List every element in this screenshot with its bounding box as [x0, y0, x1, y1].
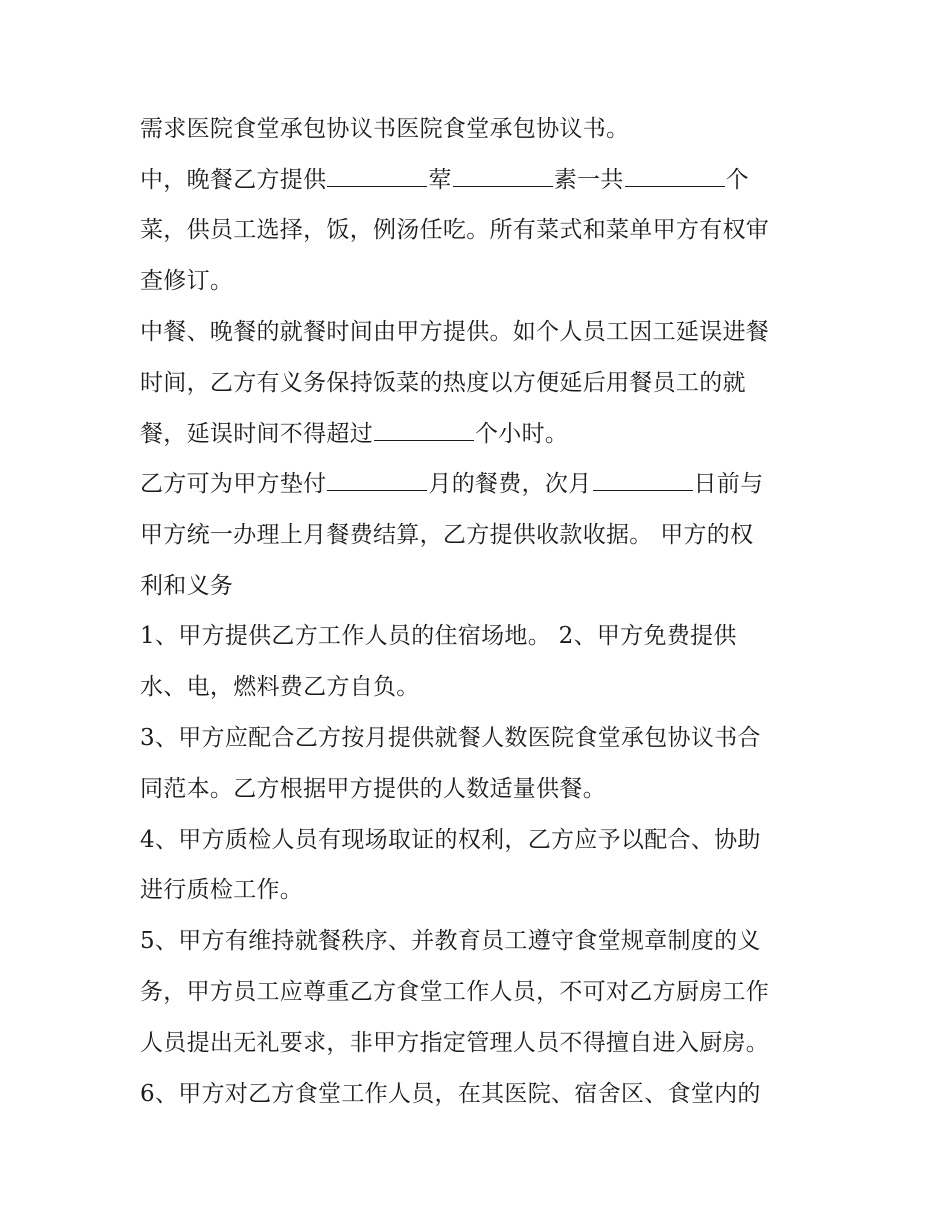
text-segment: 务，甲方员工应尊重乙方食堂工作人员，不可对乙方厨房工作 [140, 979, 770, 1005]
text-segment: 查修订。 [140, 268, 234, 294]
text-line [140, 774, 606, 804]
text-line [140, 571, 233, 601]
text-segment: 日前与 [693, 471, 764, 497]
text-segment: 水、电，燃料费乙方自负。 [140, 674, 420, 700]
text-line [140, 977, 769, 1007]
text-line [140, 875, 303, 905]
text-line [140, 266, 233, 296]
text-segment: 素一共 [553, 167, 624, 193]
text-segment: 利和义务 [140, 573, 234, 599]
text-line [140, 723, 761, 753]
text-line [140, 317, 769, 347]
text-line [140, 672, 420, 702]
text-segment: 荤 [428, 167, 452, 193]
text-line [140, 114, 629, 144]
text-segment: 人员提出无礼要求，非甲方指定管理人员不得擅自进入厨房。 [140, 1030, 770, 1056]
text-segment: 餐，延误时间不得超过 [140, 421, 373, 447]
text-segment: 5、甲方有维持就餐秩序、并教育员工遵守食堂规章制度的义 [140, 928, 761, 954]
text-line [140, 1079, 761, 1109]
text-segment: 中餐、晚餐的就餐时间由甲方提供。如个人员工因工延误进餐 [140, 319, 770, 345]
fill-in-blank [453, 165, 553, 187]
text-segment: 需求医院食堂承包协议书医院食堂承包协议书。 [140, 116, 630, 142]
text-line [140, 825, 761, 855]
fill-in-blank [625, 165, 725, 187]
text-segment: 3、甲方应配合乙方按月提供就餐人数医院食堂承包协议书合 [140, 725, 761, 751]
text-segment: 6、甲方对乙方食堂工作人员，在其医院、宿舍区、食堂内的 [140, 1081, 761, 1107]
text-segment: 个 [725, 167, 749, 193]
text-segment: 1、甲方提供乙方工作人员的住宿场地。 2、甲方免费提供 [140, 623, 737, 649]
fill-in-blank [327, 469, 427, 491]
text-segment: 中，晚餐乙方提供 [140, 167, 327, 193]
fill-in-blank [374, 419, 474, 441]
text-line [140, 368, 746, 398]
text-line [140, 520, 753, 550]
text-segment: 菜，供员工选择，饭，例汤任吃。所有菜式和菜单甲方有权审 [140, 217, 770, 243]
text-line [140, 165, 749, 195]
text-line [140, 621, 737, 651]
text-segment: 同范本。乙方根据甲方提供的人数适量供餐。 [140, 776, 606, 802]
text-segment: 甲方统一办理上月餐费结算，乙方提供收款收据。 甲方的权 [140, 522, 754, 548]
text-line [140, 926, 761, 956]
fill-in-blank [593, 469, 693, 491]
text-line [140, 215, 769, 245]
text-line [140, 1028, 769, 1058]
text-line [140, 469, 763, 499]
text-segment: 进行质检工作。 [140, 877, 304, 903]
text-segment: 个小时。 [475, 421, 569, 447]
fill-in-blank [327, 165, 427, 187]
text-segment: 4、甲方质检人员有现场取证的权利，乙方应予以配合、协助 [140, 827, 761, 853]
text-line [140, 419, 568, 449]
text-segment: 月的餐费，次月 [428, 471, 592, 497]
text-segment: 乙方可为甲方垫付 [140, 471, 327, 497]
text-segment: 时间，乙方有义务保持饭菜的热度以方便延后用餐员工的就 [140, 370, 746, 396]
